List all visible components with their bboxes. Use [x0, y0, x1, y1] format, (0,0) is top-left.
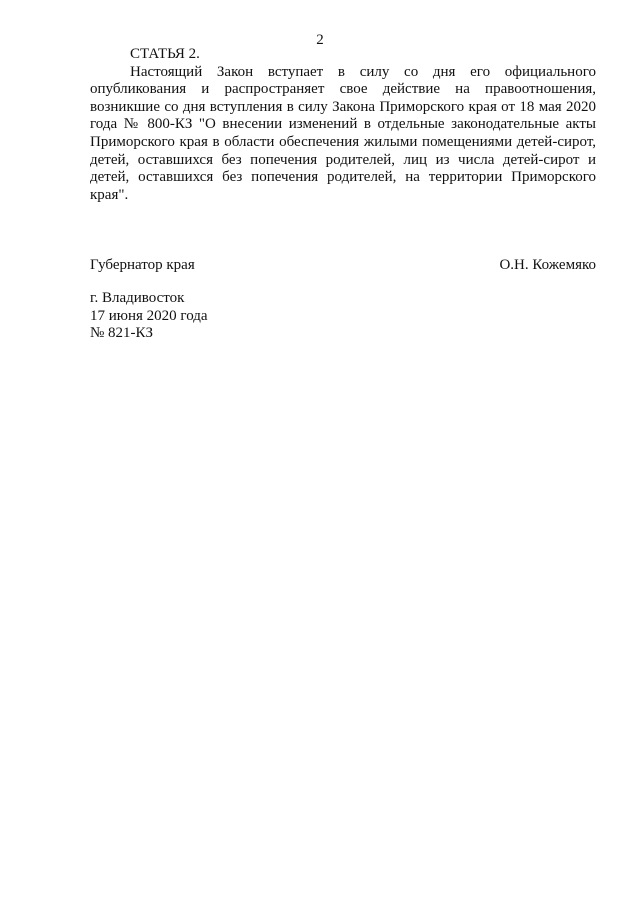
article-heading: СТАТЬЯ 2. — [130, 46, 200, 62]
article-section — [90, 46, 596, 204]
law-number: № 821-КЗ — [90, 325, 154, 341]
signatory-name: О.Н. Кожемяко — [499, 257, 596, 273]
article-text: Настоящий Закон вступает в силу со дня его официального опубликования и распространяет свое действие на правоотношения, возникшие со дня вступления в силу Закона Приморского края от 18 мая 2020 года № 800-КЗ "О внесении изменений в отдельные законодательные акты Приморского края в области обеспечения жилыми помещениями детей-сирот, детей, оставшихся без попечения родителей, лиц из числа детей-сирот и детей, оставшихся без попечения родителей, на территории Приморского края". — [90, 63, 596, 203]
closing-details — [90, 290, 208, 343]
date-of-signing: 17 июня 2020 года — [90, 307, 208, 324]
place-of-signing: г. Владивосток — [90, 290, 185, 306]
page-number: 2 — [316, 32, 324, 48]
signatory-position: Губернатор края — [90, 257, 195, 273]
